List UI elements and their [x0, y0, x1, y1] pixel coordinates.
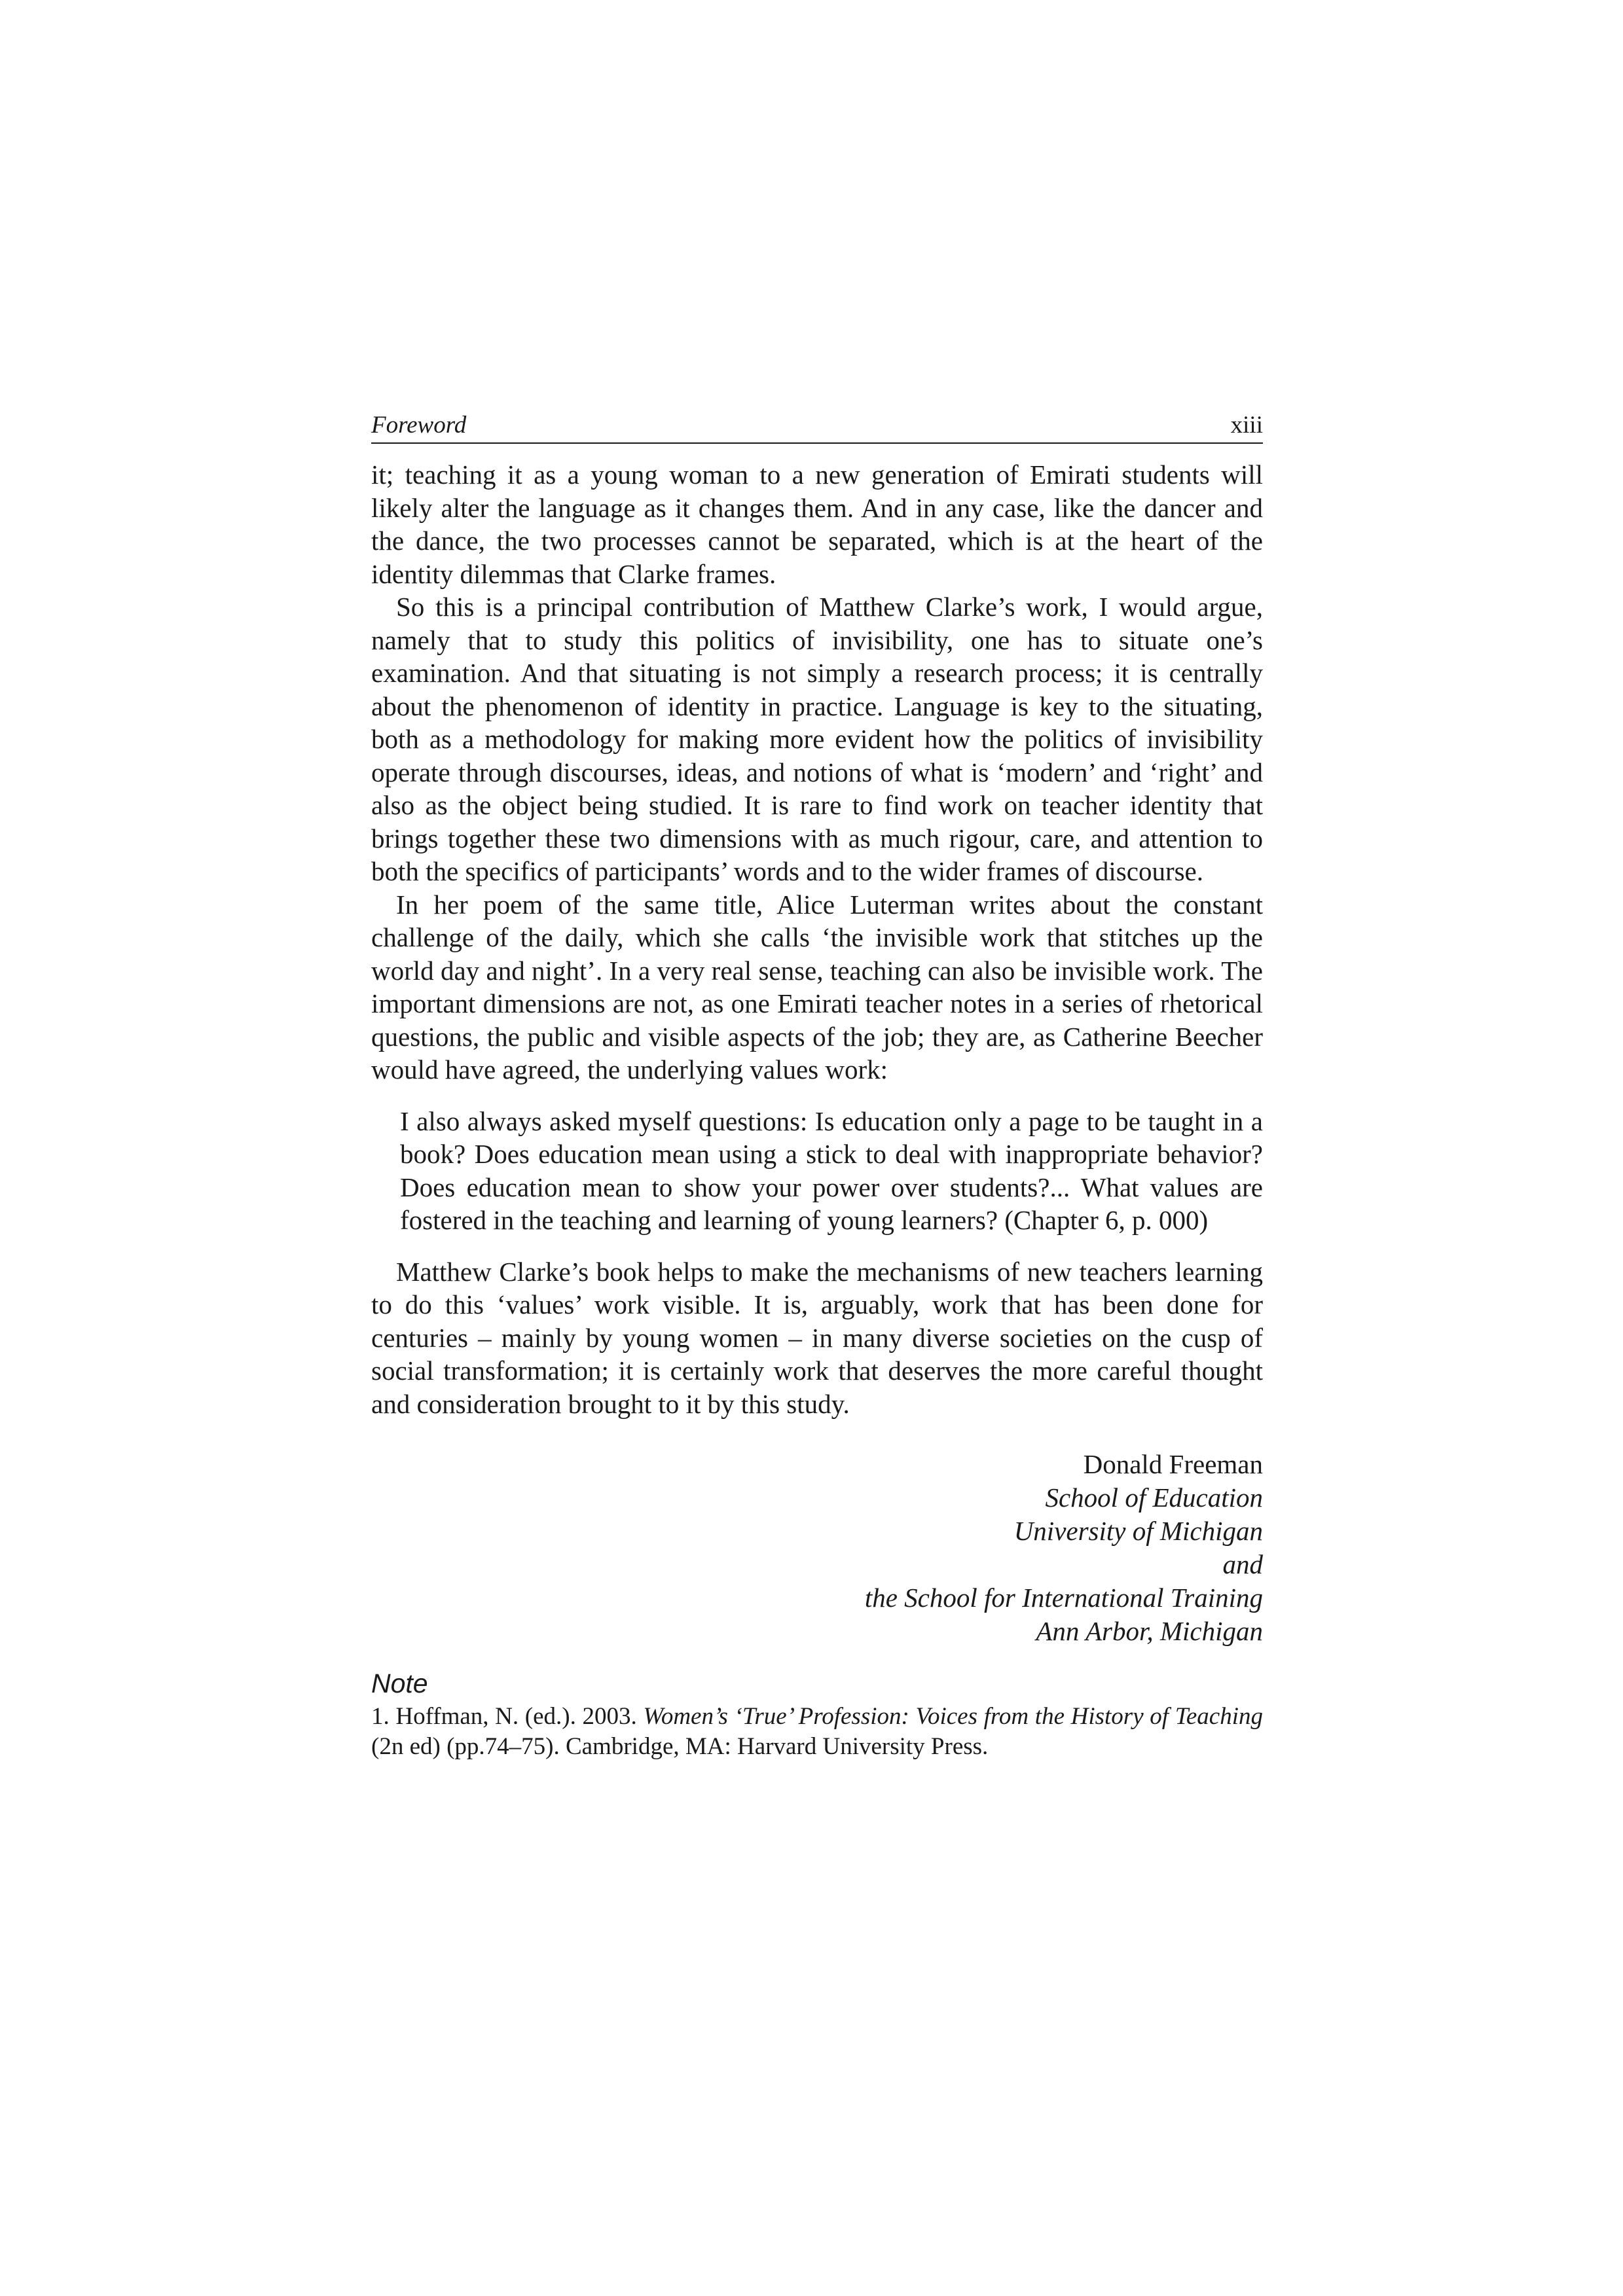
note-number: 1.: [371, 1703, 390, 1730]
page-content: [371, 411, 1263, 1762]
body-text: [371, 458, 1263, 1086]
affiliation-line: Ann Arbor, Michigan: [1036, 1616, 1263, 1646]
running-head-section-title: Foreword: [371, 412, 467, 439]
note-book-title: Women’s ‘True’ Profession: Voices from the History of Teaching: [643, 1703, 1263, 1730]
note-item: [371, 1702, 1263, 1762]
affiliation-line: School of Education: [1045, 1482, 1263, 1513]
signature-block: [371, 1448, 1263, 1648]
affiliation-line: University of Michigan: [1013, 1516, 1263, 1546]
paragraph-principal-contribution: So this is a principal contribution of Matthew Clarke’s work, I would argue, namely that to study this politics of invisibility, one has to situate one’s examination. And that situating is not simply a research process; it is centrally about the phenomenon of identity in practice. Language is key to the situating, both as a methodology for making more evident how the politics of invisibility operate through discourses, ideas, and notions of what is ‘modern’ and ‘right’ and also as the object being studied. It is rare to find work on teacher identity that brings together these two dimensions with as much rigour, care, and attention to both the specifics of participants’ words and to the wider frames of discourse.: [371, 592, 1263, 886]
affiliation-line: and: [1222, 1549, 1263, 1579]
note-publication-details: (2n ed) (pp.74–75). Cambridge, MA: Harvard University Press.: [371, 1733, 989, 1760]
paragraph-closing: Matthew Clarke’s book helps to make the mechanisms of new teachers learning to do this ‘values’ work visible. It is, arguably, work that has been done for centuries – mainly by young women – in many diverse societies on the cusp of social transformation; it is certainly work that deserves the more careful thought and consideration brought to it by this study.: [371, 1256, 1263, 1419]
closing-text: [371, 1255, 1263, 1421]
running-head: [371, 411, 1263, 444]
note-authors: Hoffman, N. (ed.). 2003.: [395, 1703, 637, 1730]
author-name: Donald Freeman: [1083, 1449, 1263, 1479]
block-quote: I also always asked myself questions: Is education only a page to be taught in a book? Does education mean using a stick to deal with inappropriate behavior? Does education mean to show your power over students?... What values are fostered in the teaching and learning of young learners? (Chapter 6, p. 000): [400, 1105, 1263, 1235]
paragraph-continued: it; teaching it as a young woman to a new generation of Emirati students will likely alter the language as it changes them. And in any case, like the dancer and the dance, the two processes cannot be separated, which is at the heart of the identity dilemmas that Clarke frames.: [371, 459, 1263, 589]
notes-section: [371, 1668, 1263, 1762]
notes-heading: Note: [371, 1668, 428, 1698]
affiliation-line: the School for International Training: [864, 1583, 1263, 1613]
paragraph-invisible-work: In her poem of the same title, Alice Luterman writes about the constant challenge of the daily, which she calls ‘the invisible work that stitches up the world day and night’. In a very real sense, teaching can also be invisible work. The important dimensions are not, as one Emirati teacher notes in a series of rhetorical questions, the public and visible aspects of the job; they are, as Catherine Beecher would have agreed, the underlying values work:: [371, 889, 1263, 1085]
page-number: xiii: [1230, 412, 1263, 439]
